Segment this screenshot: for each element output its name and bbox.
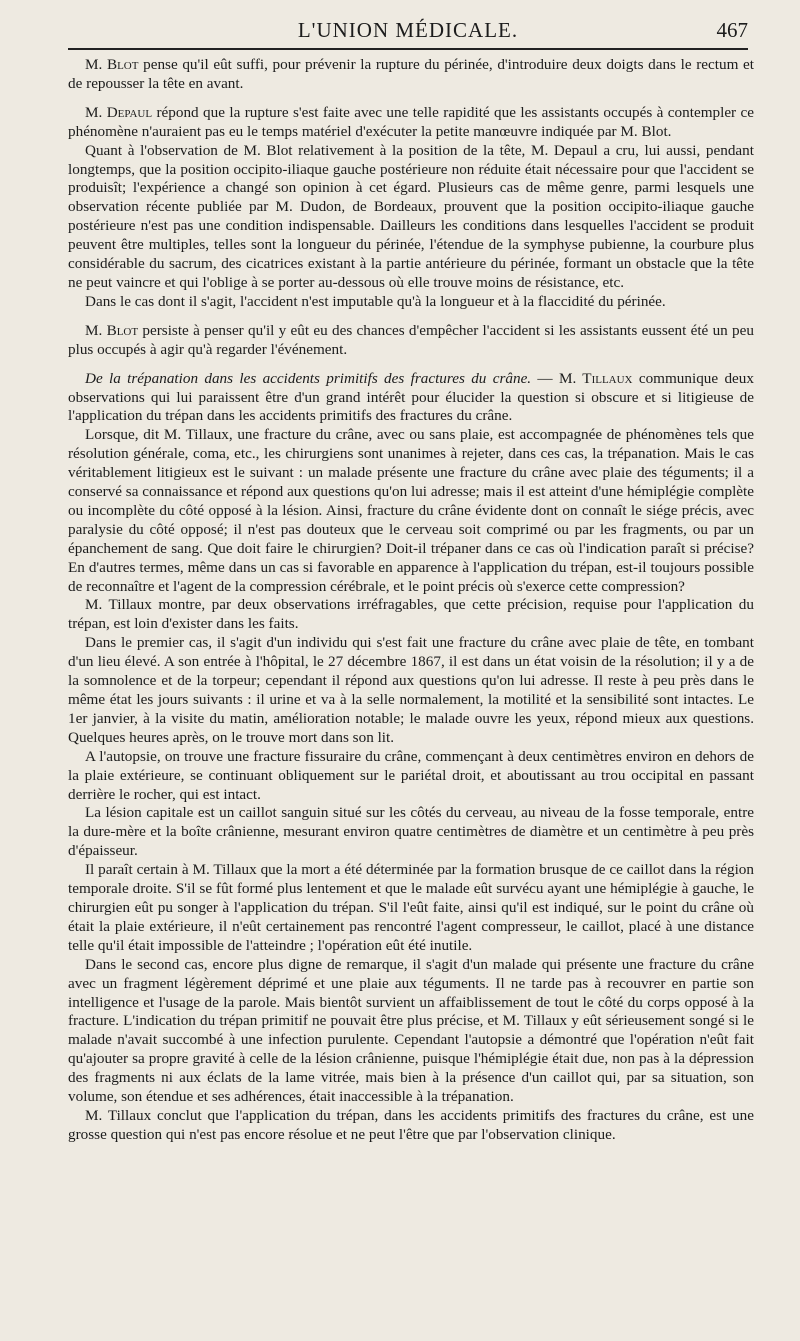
paragraph-text: M. Tillaux conclut que l'application du trépan, dans les accidents primitifs des fractures du crâne, est une grosse question qui n'est pas encore résolue et ne peut l'être que par l'observation clinique.: [68, 1106, 754, 1143]
paragraph: [68, 104, 754, 142]
paragraph: [68, 804, 754, 861]
section-paragraph: [68, 370, 754, 427]
paragraph: [68, 426, 754, 596]
paragraph: [68, 748, 754, 805]
paragraph-text: communique deux observations qui lui paraissent être d'un grand intérêt pour élucider la question si obscure et si litigieuse de l'application du trépan dans les accidents primitifs des fractures du crâne.: [68, 369, 754, 425]
header-rule: [68, 48, 748, 50]
journal-title: L'UNION MÉDICALE.: [297, 18, 519, 42]
paragraph-text: répond que la rupture s'est faite avec une telle rapidité que les assistants occupés à contempler ce phénomène n'auraient pas eu le temps matériel d'exécuter la petite manœuvre indiquée par M. Blot.: [68, 103, 754, 140]
paragraph: [68, 56, 754, 94]
paragraph-text: Dans le premier cas, il s'agit d'un individu qui s'est fait une fracture du crâne avec plaie de tête, en tombant d'un lieu élevé. A son entrée à l'hôpital, le 27 décembre 1867, il est dans un état voisin de la résolution; il y a de la somnolence et de la torpeur; cependant il répond aux questions qu'on lui adresse. Il reste à peu près dans le même état les jours suivants : il urine et va à la selle normalement, la motilité et la sensibilité sont intactes. Le 1er janvier, à la visite du matin, amélioration notable; le malade ouvre les yeux, répond mieux aux questions. Quelques heures après, on le trouve mort dans son lit.: [68, 634, 754, 746]
speaker-name: M. Blot: [85, 321, 139, 339]
paragraph-text: Quant à l'observation de M. Blot relativement à la position de la tête, M. Depaul a cru, lui aussi, pendant longtemps, que la position occipito-iliaque gauche postérieure non réduite était nécessaire pour que l'accident se produisît; l'expérience a changé son opinion à cet égard. Plusieurs cas de même genre, parmi lesquels une observation récente publiée par M. Dudon, de Bordeaux, prouvent que la position occipito-iliaque gauche postérieure n'est pas une condition indispensable. Dailleurs les conditions dans lesquelles l'accident se produit peuvent être multiples, telles sont la longueur du périnée, l'étendue de la symphyse pubienne, la courbure plus considérable du sacrum, des cicatrices existant à la partie antérieure du périnée, formant un obstacle que la tête ne peut vaincre et qui l'oblige à se porter au-dessous où elle trouve moins de résistance, etc.: [68, 141, 754, 291]
body-text: [68, 56, 754, 1145]
paragraph: [68, 861, 754, 956]
paragraph-text: Il paraît certain à M. Tillaux que la mort a été déterminée par la formation brusque de ce caillot dans la région temporale droite. S'il se fût formé plus lentement et que le malade eût survécu ayant une hémiplégie à gauche, le chirurgien eût pu songer à l'application du trépan. S'il l'eût faite, ainsi qu'il est indiqué, sur le point du crâne où était la plaie extérieure, il n'eût certainement pas rencontré l'agent compresseur, le caillot, placé à une distance telle qu'il était impossible de l'atteindre ; l'opération eût été inutile.: [68, 861, 754, 954]
running-header: [68, 14, 748, 48]
speaker-name: M. Blot: [85, 56, 139, 73]
paragraph: [68, 322, 754, 360]
speaker-name: M. Depaul: [85, 103, 153, 121]
paragraph: [68, 956, 754, 1107]
paragraph-text: Dans le cas dont il s'agit, l'accident n'est imputable qu'à la longueur et à la flaccidité du périnée.: [85, 292, 666, 310]
paragraph-text: Lorsque, dit M. Tillaux, une fracture du crâne, avec ou sans plaie, est accompagnée de phénomènes tels que résolution générale, coma, etc., les chirurgiens sont unanimes à rejeter, dans ces cas, la trépanation. Mais le cas véritablement litigieux est le suivant : un malade présente une fracture du crâne avec plaie des téguments; il a conservé sa connaissance et répond aux questions qu'on lui adresse; mais il est atteint d'une hémiplégie complète ou incomplète du côté opposé à la lésion. Ainsi, fracture du crâne évidente dont on connaît le siége précis, avec paralysie du côté opposé; il n'est pas douteux que le cerveau soit comprimé ou par les fragments, ou par un épanchement de sang. Que doit faire le chirurgien? Doit-il trépaner dans ce cas où l'indication paraît si précise? En d'autres termes, même dans un cas si favorable en apparence à l'application du trépan, est-il toujours possible de reconnaître et l'agent de la compression cérébrale, et le point précis où s'exerce cette compression?: [68, 426, 754, 595]
paragraph: [68, 634, 754, 747]
paragraph: [68, 1107, 754, 1145]
paragraph-text: pense qu'il eût suffi, pour prévenir la rupture du périnée, d'introduire deux doigts dans le rectum et de repousser la tête en avant.: [68, 56, 754, 92]
paragraph: [68, 293, 754, 312]
paragraph-text: M. Tillaux montre, par deux observations irréfragables, que cette précision, requise pour l'application du trépan, est loin d'exister dans les faits.: [68, 596, 754, 633]
paragraph-text: Dans le second cas, encore plus digne de remarque, il s'agit d'un malade qui présente une fracture du crâne avec un fragment légèrement déprimé et une plaie aux téguments. Il ne tarde pas à recouvrer en partie son intelligence et l'usage de la parole. Mais bientôt survient un affaiblissement de tout le côté du corps opposé à la fracture. L'indication du trépan primitif ne pouvait être plus précise, et M. Tillaux y eût sérieusement songé si le malade n'avait succombé à une infection purulente. Cependant l'autopsie a démontré que l'opération n'eût fait qu'ajouter sa propre gravité à celle de la lésion crânienne, puisque l'hémiplégie était due, non pas à la dépression des fragments ni aux éclats de la lame vitrée, mais bien à la présence d'un caillot qui, par sa situation, son volume, son étendue et ses adhérences, était inaccessible à la trépanation.: [68, 955, 754, 1106]
paragraph-text: A l'autopsie, on trouve une fracture fissuraire du crâne, commençant à deux centimètres environ en dehors de la plaie extérieure, se continuant obliquement sur le pariétal droit, et aboutissant au trou occipital en passant derrière le rocher, qui est intact.: [68, 747, 754, 803]
page-number: 467: [716, 18, 748, 42]
paragraph-text: La lésion capitale est un caillot sanguin situé sur les côtés du cerveau, au niveau de la fosse temporale, entre la dure-mère et la boîte crânienne, mesurant environ quatre centimètres de diamètre et un centimètre à peu près d'épaisseur.: [68, 804, 754, 860]
paragraph-text: persiste à penser qu'il y eût eu des chances d'empêcher l'accident si les assistants eussent été un peu plus occupés à agir qu'à regarder l'événement.: [68, 321, 754, 358]
paragraph: [68, 142, 754, 293]
paragraph: [68, 596, 754, 634]
section-title: De la trépanation dans les accidents primitifs des fractures du crâne.: [85, 369, 532, 387]
speaker-name: — M. Tillaux: [531, 369, 633, 387]
